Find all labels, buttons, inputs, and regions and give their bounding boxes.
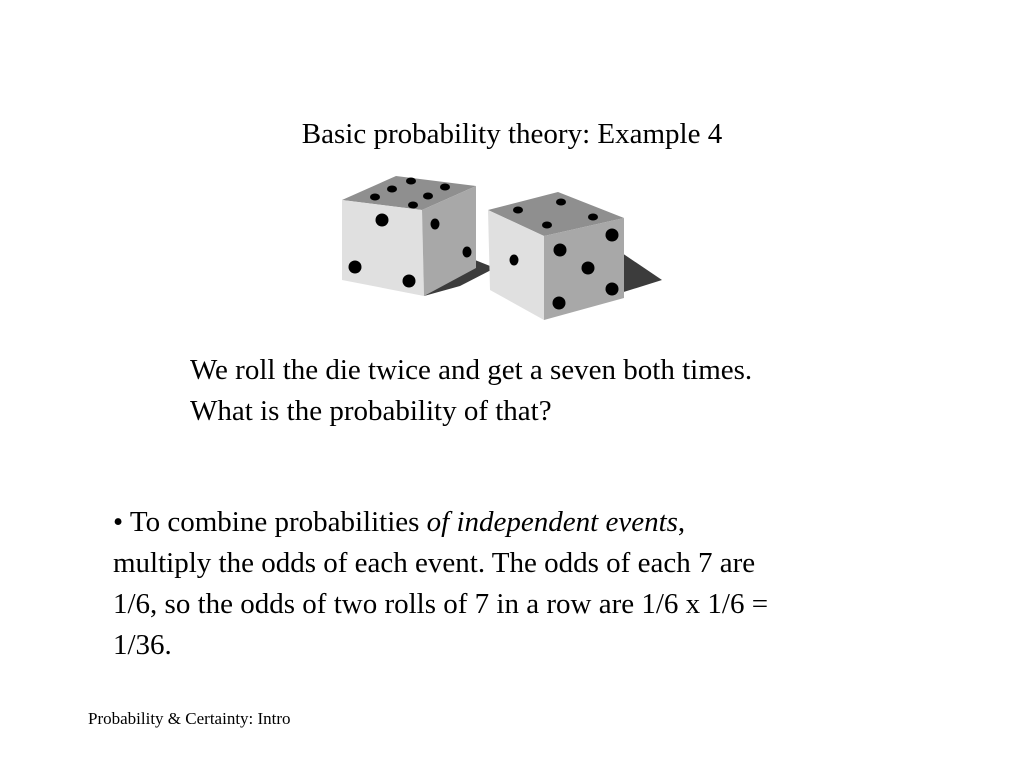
emphasis-independent-events: of independent events bbox=[426, 506, 678, 538]
explanation-line-1 bbox=[113, 502, 913, 543]
explanation-bullet-text bbox=[113, 502, 913, 666]
explanation-comma: , bbox=[677, 506, 686, 538]
question-text bbox=[190, 350, 910, 432]
slide-title: Basic probability theory: Example 4 bbox=[301, 118, 723, 150]
explanation-line-2: multiply the odds of each event. The odds of each 7 are bbox=[113, 547, 756, 579]
question-line-2: What is the probability of that? bbox=[190, 395, 552, 427]
explanation-line-3: 1/6, so the odds of two rolls of 7 in a row are 1/6 x 1/6 = bbox=[113, 588, 769, 620]
two-dice-icon bbox=[330, 168, 670, 328]
explanation-lead: To combine probabilities bbox=[129, 506, 427, 538]
question-line-1: We roll the die twice and get a seven both times. bbox=[190, 354, 753, 386]
explanation-line-4: 1/36. bbox=[113, 629, 172, 661]
slide-footer: Probability & Certainty: Intro bbox=[88, 709, 291, 728]
bullet-marker: • bbox=[113, 506, 124, 538]
